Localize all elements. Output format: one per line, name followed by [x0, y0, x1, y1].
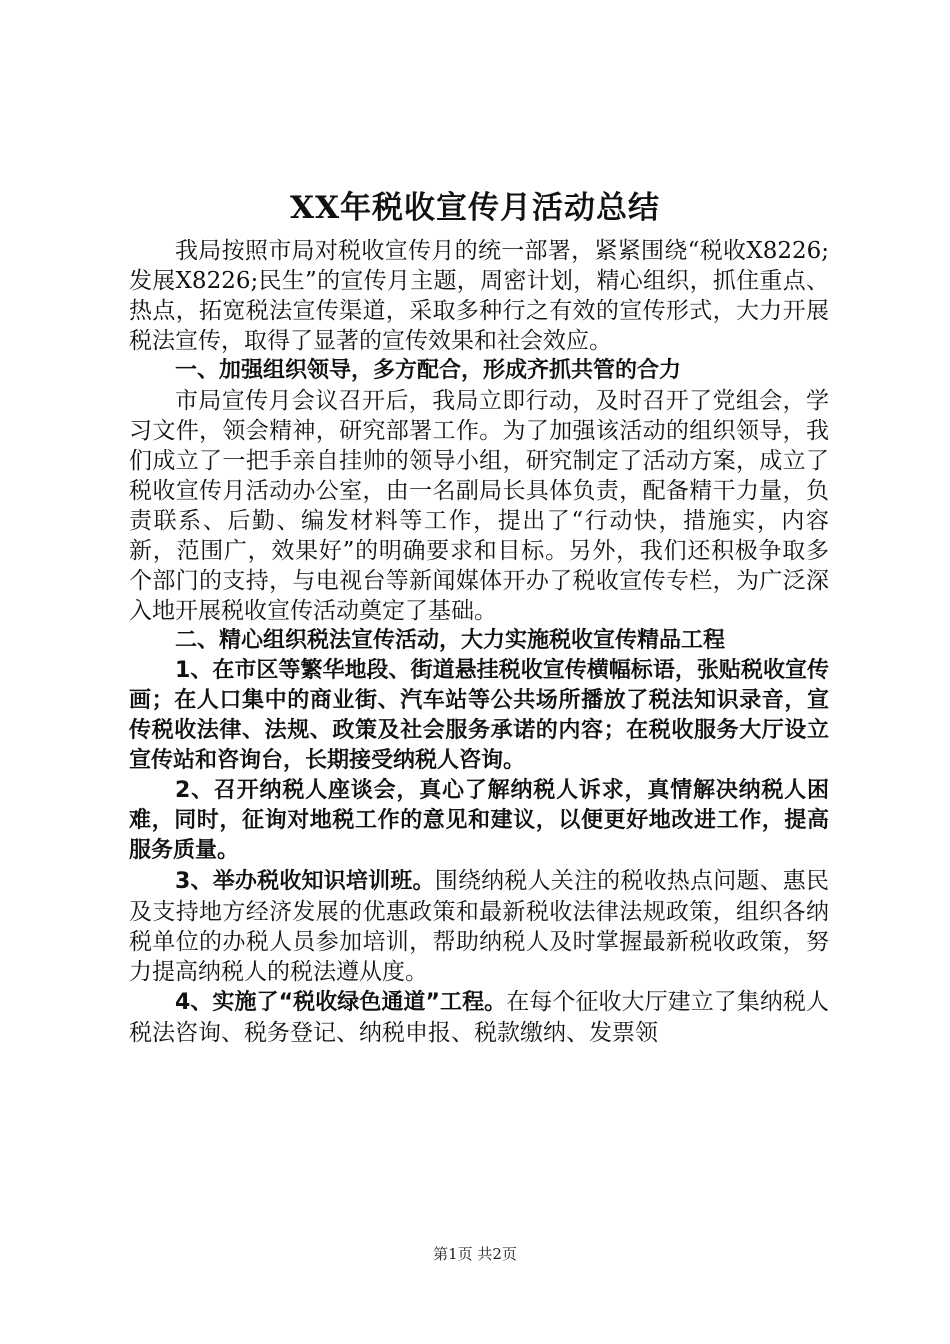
section-2-item-4-lead: 4、实施了“税收绿色通道”工程。 [175, 990, 507, 1015]
section-2-item-3-lead: 3、举办税收知识培训班。 [175, 869, 435, 894]
section-2-heading: 二、精心组织税法宣传活动，大力实施税收宣传精品工程 [175, 628, 726, 653]
intro-paragraph: 我局按照市局对税收宣传月的统一部署，紧紧围绕“税收X8226;发展X8226;民生”的宣传月主题，周密计划，精心组织，抓住重点、热点，拓宽税法宣传渠道，采取多种行之有效的宣传形式，大力开展税法宣传，取得了显著的宣传效果和社会效应。 [129, 238, 829, 354]
section-2-item-3 [129, 866, 829, 987]
section-1-paragraph: 市局宣传月会议召开后，我局立即行动，及时召开了党组会，学习文件，领会精神，研究部署工作。为了加强该活动的组织领导，我们成立了一把手亲自挂帅的领导小组，研究制定了活动方案，成立了税收宣传月活动办公室，由一名副局长具体负责，配备精干力量，负责联系、后勤、编发材料等工作，提出了“行动快，措施实，内容新，范围广，效果好”的明确要求和目标。另外，我们还积极争取多个部门的支持，与电视台等新闻媒体开办了税收宣传专栏，为广泛深入地开展税收宣传活动奠定了基础。 [129, 388, 829, 624]
document-body [129, 236, 829, 1048]
section-2-item-2: 2、召开纳税人座谈会，真心了解纳税人诉求，真情解决纳税人困难，同时，征询对地税工作的意见和建议，以便更好地改进工作，提高服务质量。 [129, 778, 829, 863]
section-1-heading: 一、加强组织领导，多方配合，形成齐抓共管的合力 [175, 358, 682, 383]
page-footer: 第1页 共2页 [433, 1245, 517, 1263]
section-2-item-1: 1、在市区等繁华地段、街道悬挂税收宣传横幅标语，张贴税收宣传画；在人口集中的商业街、汽车站等公共场所播放了税法知识录音，宣传税收法律、法规、政策及社会服务承诺的内容；在税收服务大厅设立宣传站和咨询台，长期接受纳税人咨询。 [129, 658, 829, 773]
section-2-item-3-text: 围绕纳税人关注的税收热点问题、惠民及支持地方经济发展的优惠政策和最新税收法律法规政策，组织各纳税单位的办税人员参加培训，帮助纳税人及时掌握最新税收政策，努力提高纳税人的税法遵从度。 [129, 868, 829, 985]
section-2-item-4 [129, 987, 829, 1048]
section-2-item-4-text: 在每个征收大厅建立了集纳税人税法咨询、税务登记、纳税申报、税款缴纳、发票领 [129, 989, 829, 1046]
document-title: XX年税收宣传月活动总结 [289, 190, 661, 226]
